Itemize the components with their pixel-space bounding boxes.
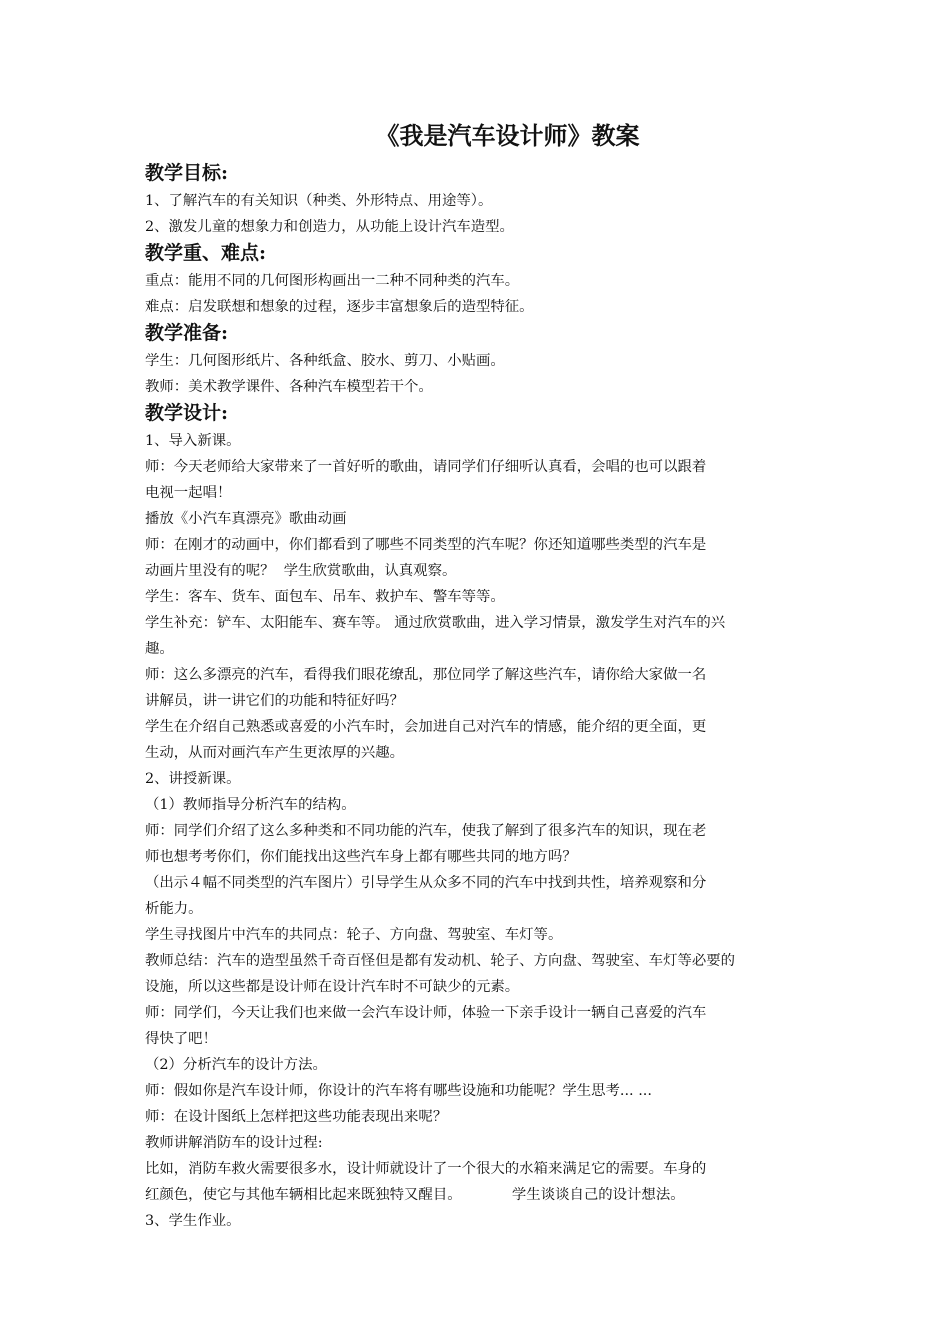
text-line: 比如，消防车救火需要很多水，设计师就设计了一个很大的水箱来满足它的需要。车身的 (145, 1161, 707, 1177)
text-line: 学生补充：铲车、太阳能车、赛车等。 通过欣赏歌曲，进入学习情景，激发学生对汽车的兴 (145, 615, 726, 631)
text-line: 2、激发儿童的想象力和创造力，从功能上设计汽车造型。 (145, 219, 514, 235)
text-line: （2）分析汽车的设计方法。 (145, 1057, 327, 1073)
text-line: 红颜色，使它与其他车辆相比起来既独特又醒目。 学生谈谈自己的设计想法。 (145, 1187, 685, 1203)
text-line: 学生寻找图片中汽车的共同点：轮子、方向盘、驾驶室、车灯等。 (145, 927, 563, 943)
section-heading: 教学设计: (145, 402, 229, 424)
text-line: （1）教师指导分析汽车的结构。 (145, 797, 356, 813)
text-line: 师：同学们，今天让我们也来做一会汽车设计师，体验一下亲手设计一辆自己喜爱的汽车 (145, 1005, 707, 1021)
text-line: 难点：启发联想和想象的过程，逐步丰富想象后的造型特征。 (145, 299, 534, 315)
section-heading: 教学重、难点: (145, 242, 267, 264)
text-line: 重点：能用不同的几何图形构画出一二种不同种类的汽车。 (145, 273, 520, 289)
text-line: 教师：美术教学课件、各种汽车模型若干个。 (145, 379, 433, 395)
text-line: 师：在设计图纸上怎样把这些功能表现出来呢？ (145, 1109, 448, 1125)
text-line: （出示４幅不同类型的汽车图片）引导学生从众多不同的汽车中找到共性，培养观察和分 (145, 875, 707, 891)
document-title: 《我是汽车设计师》教案 (375, 121, 640, 150)
text-line: 学生：几何图形纸片、各种纸盒、胶水、剪刀、小贴画。 (145, 353, 505, 369)
text-line: 师：这么多漂亮的汽车，看得我们眼花缭乱，那位同学了解这些汽车，请你给大家做一名 (145, 667, 707, 683)
document-page (145, 118, 810, 1234)
section-heading: 教学目标: (145, 162, 229, 184)
text-line: 生动，从而对画汽车产生更浓厚的兴趣。 (145, 745, 405, 761)
text-line: 电视一起唱！ (145, 485, 232, 501)
section-heading: 教学准备: (145, 322, 229, 344)
text-line: 1、导入新课。 (145, 433, 241, 449)
text-line: 动画片里没有的呢？ 学生欣赏歌曲，认真观察。 (145, 563, 457, 579)
text-line: 师：今天老师给大家带来了一首好听的歌曲，请同学们仔细听认真看，会唱的也可以跟着 (145, 459, 707, 475)
text-line: 师：在刚才的动画中，你们都看到了哪些不同类型的汽车呢？你还知道哪些类型的汽车是 (145, 537, 707, 553)
text-line: 讲解员，讲一讲它们的功能和特征好吗？ (145, 693, 405, 709)
text-line: 学生在介绍自己熟悉或喜爱的小汽车时，会加进自己对汽车的情感，能介绍的更全面，更 (145, 719, 707, 735)
text-line: 得快了吧！ (145, 1031, 217, 1047)
text-line: 趣。 (145, 641, 174, 657)
text-line: 师：假如你是汽车设计师，你设计的汽车将有哪些设施和功能呢？学生思考... ... (145, 1083, 652, 1099)
document-body (145, 160, 810, 1234)
text-line: 析能力。 (145, 901, 203, 917)
text-line: 播放《小汽车真漂亮》歌曲动画 (145, 511, 347, 527)
text-line: 教师总结：汽车的造型虽然千奇百怪但是都有发动机、轮子、方向盘、驾驶室、车灯等必要的 (145, 953, 736, 969)
text-line: 师也想考考你们，你们能找出这些汽车身上都有哪些共同的地方吗？ (145, 849, 577, 865)
text-line: 2、讲授新课。 (145, 771, 241, 787)
text-line: 教师讲解消防车的设计过程: (145, 1135, 323, 1151)
text-line: 师：同学们介绍了这么多种类和不同功能的汽车，使我了解到了很多汽车的知识，现在老 (145, 823, 707, 839)
text-line: 3、学生作业。 (145, 1213, 241, 1229)
text-line: 1、了解汽车的有关知识（种类、外形特点、用途等）。 (145, 193, 493, 209)
text-line: 设施，所以这些都是设计师在设计汽车时不可缺少的元素。 (145, 979, 520, 995)
text-line: 学生：客车、货车、面包车、吊车、救护车、警车等等。 (145, 589, 505, 605)
